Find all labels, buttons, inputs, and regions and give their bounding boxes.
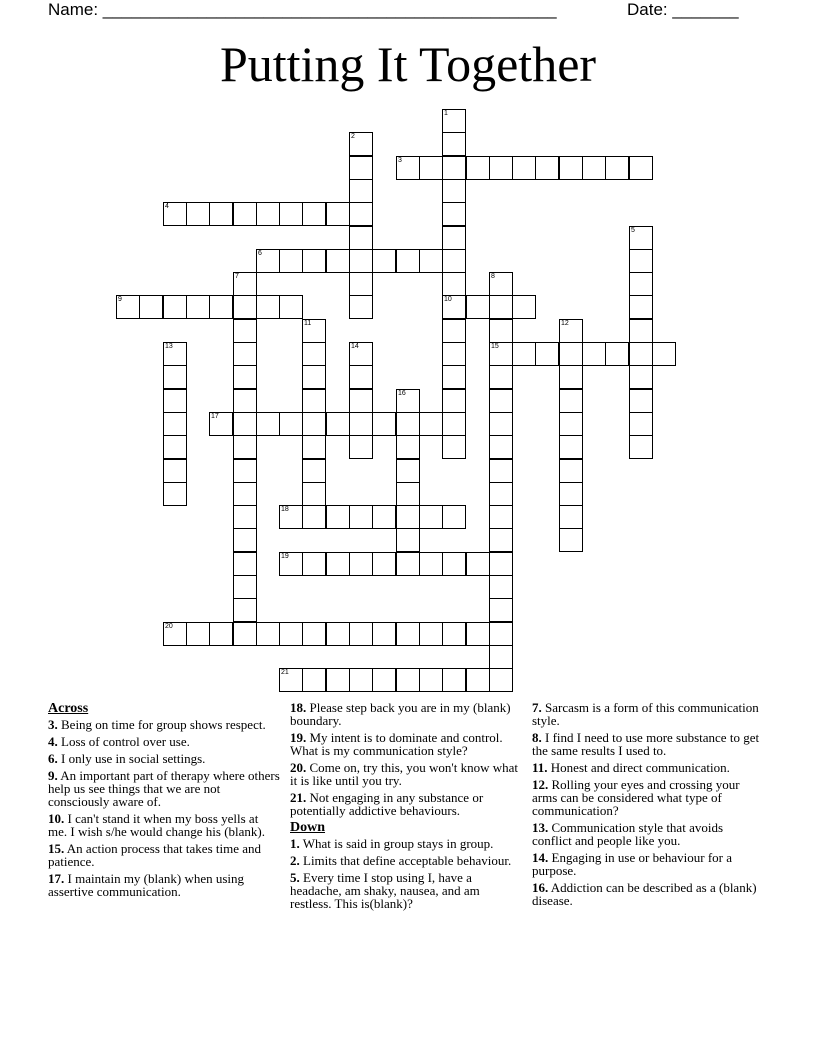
grid-cell[interactable] <box>163 365 187 389</box>
grid-cell[interactable] <box>256 295 280 319</box>
down-clue <box>532 701 764 727</box>
across-clue <box>48 872 280 898</box>
grid-cell[interactable] <box>629 295 653 319</box>
grid-cell[interactable] <box>419 412 443 436</box>
grid-cell[interactable] <box>233 552 257 576</box>
grid-cell[interactable] <box>326 668 350 692</box>
grid-cell[interactable] <box>349 668 373 692</box>
grid-cell[interactable] <box>489 645 513 669</box>
grid-cell[interactable] <box>279 622 303 646</box>
grid-cell[interactable] <box>302 389 326 413</box>
clue-num: 1. <box>290 836 300 851</box>
grid-cell[interactable] <box>419 505 443 529</box>
grid-cell[interactable] <box>442 295 466 319</box>
grid-cell[interactable] <box>256 622 280 646</box>
grid-cell[interactable] <box>326 622 350 646</box>
grid-cell[interactable] <box>256 249 280 273</box>
grid-cell[interactable] <box>466 552 490 576</box>
across-clue <box>48 718 280 731</box>
grid-cell[interactable] <box>489 272 513 296</box>
grid-cell[interactable] <box>396 412 420 436</box>
grid-cell[interactable] <box>512 156 536 180</box>
grid-cell[interactable] <box>209 412 233 436</box>
name-field[interactable]: Name: ________________________________________________ <box>48 0 557 19</box>
grid-cell[interactable] <box>372 412 396 436</box>
grid-cell[interactable] <box>489 412 513 436</box>
clue-num: 11. <box>532 760 548 775</box>
grid-cell[interactable] <box>559 319 583 343</box>
clue-number: 2 <box>351 133 355 140</box>
down-clue <box>290 854 522 867</box>
grid-cell[interactable] <box>489 482 513 506</box>
clue-num: 7. <box>532 700 542 715</box>
clue-number: 4 <box>165 203 169 210</box>
clue-number: 10 <box>444 296 452 303</box>
clue-text: I find I need to use more substance to get the same results I used to. <box>532 730 760 758</box>
clue-num: 5. <box>290 870 300 885</box>
clue-number: 11 <box>304 320 312 327</box>
grid-cell[interactable] <box>302 622 326 646</box>
across-clue <box>48 842 280 868</box>
grid-cell[interactable] <box>349 226 373 250</box>
clue-text: Every time I stop using I, have a headache, am shaky, nausea, and am restless. This is(blank)? <box>290 870 480 911</box>
grid-cell[interactable] <box>209 622 233 646</box>
grid-cell[interactable] <box>326 249 350 273</box>
grid-cell[interactable] <box>349 505 373 529</box>
grid-cell[interactable] <box>559 528 583 552</box>
grid-cell[interactable] <box>209 295 233 319</box>
grid-cell[interactable] <box>349 156 373 180</box>
down-clue <box>532 731 764 757</box>
grid-cell[interactable] <box>489 389 513 413</box>
grid-cell[interactable] <box>233 528 257 552</box>
grid-cell[interactable] <box>233 202 257 226</box>
grid-cell[interactable] <box>396 435 420 459</box>
grid-cell[interactable] <box>396 459 420 483</box>
grid-cell[interactable] <box>349 179 373 203</box>
grid-cell[interactable] <box>419 156 443 180</box>
grid-cell[interactable] <box>163 342 187 366</box>
grid-cell[interactable] <box>442 156 466 180</box>
clue-column-1 <box>48 701 280 902</box>
clue-text: Honest and direct communication. <box>547 760 730 775</box>
grid-cell[interactable] <box>442 226 466 250</box>
grid-cell[interactable] <box>466 622 490 646</box>
grid-cell[interactable] <box>302 552 326 576</box>
grid-cell[interactable] <box>442 552 466 576</box>
grid-cell[interactable] <box>233 505 257 529</box>
grid-cell[interactable] <box>629 272 653 296</box>
grid-cell[interactable] <box>302 319 326 343</box>
grid-cell[interactable] <box>233 575 257 599</box>
clue-text: Not engaging in any substance or potentially addictive behaviours. <box>290 790 484 818</box>
grid-cell[interactable] <box>489 505 513 529</box>
down-clue <box>290 837 522 850</box>
grid-cell[interactable] <box>163 295 187 319</box>
grid-cell[interactable] <box>372 668 396 692</box>
grid-cell[interactable] <box>512 342 536 366</box>
clue-number: 6 <box>258 250 262 257</box>
page-title: Putting It Together <box>219 36 597 92</box>
grid-cell[interactable] <box>209 202 233 226</box>
clue-text: Limits that define acceptable behaviour. <box>299 853 512 868</box>
grid-cell[interactable] <box>349 249 373 273</box>
clue-text: Sarcasm is a form of this communication style. <box>532 700 759 728</box>
grid-cell[interactable] <box>302 412 326 436</box>
clue-number: 9 <box>118 296 122 303</box>
down-clue <box>532 821 764 847</box>
grid-cell[interactable] <box>233 598 257 622</box>
grid-cell[interactable] <box>489 528 513 552</box>
grid-cell[interactable] <box>163 389 187 413</box>
grid-cell[interactable] <box>559 505 583 529</box>
grid-cell[interactable] <box>466 156 490 180</box>
grid-cell[interactable] <box>582 342 606 366</box>
grid-cell[interactable] <box>302 459 326 483</box>
grid-cell[interactable] <box>629 342 653 366</box>
grid-cell[interactable] <box>349 412 373 436</box>
grid-cell[interactable] <box>372 622 396 646</box>
grid-cell[interactable] <box>559 435 583 459</box>
clue-text: My intent is to dominate and control. What is my communication style? <box>290 730 503 758</box>
clue-text: I maintain my (blank) when using assertive communication. <box>48 871 245 899</box>
grid-cell[interactable] <box>559 389 583 413</box>
clue-number: 14 <box>351 343 359 350</box>
grid-cell[interactable] <box>279 505 303 529</box>
clue-column-2 <box>290 701 522 914</box>
grid-cell[interactable] <box>233 412 257 436</box>
clue-number: 20 <box>165 623 173 630</box>
grid-cell[interactable] <box>279 668 303 692</box>
grid-cell[interactable] <box>372 552 396 576</box>
grid-cell[interactable] <box>442 668 466 692</box>
grid-cell[interactable] <box>489 156 513 180</box>
grid-cell[interactable] <box>349 342 373 366</box>
grid-cell[interactable] <box>629 226 653 250</box>
clue-number: 13 <box>165 343 173 350</box>
grid-cell[interactable] <box>326 202 350 226</box>
grid-cell[interactable] <box>489 342 513 366</box>
grid-cell[interactable] <box>349 389 373 413</box>
grid-cell[interactable] <box>442 249 466 273</box>
grid-cell[interactable] <box>256 412 280 436</box>
down-clue <box>290 871 522 910</box>
grid-cell[interactable] <box>163 482 187 506</box>
clue-num: 16. <box>532 880 549 895</box>
grid-cell[interactable] <box>163 435 187 459</box>
grid-cell[interactable] <box>302 505 326 529</box>
grid-cell[interactable] <box>396 389 420 413</box>
grid-cell[interactable] <box>186 202 210 226</box>
grid-cell[interactable] <box>302 365 326 389</box>
grid-cell[interactable] <box>442 412 466 436</box>
grid-cell[interactable] <box>279 202 303 226</box>
grid-cell[interactable] <box>279 552 303 576</box>
grid-cell[interactable] <box>302 435 326 459</box>
grid-cell[interactable] <box>279 412 303 436</box>
clue-number: 18 <box>281 506 289 513</box>
grid-cell[interactable] <box>233 389 257 413</box>
across-clue <box>290 761 522 787</box>
clue-num: 19. <box>290 730 307 745</box>
clue-number: 12 <box>561 320 569 327</box>
grid-cell[interactable] <box>233 459 257 483</box>
clue-text: Rolling your eyes and crossing your arms can be considered what type of communication? <box>532 777 740 818</box>
clue-text: I only use in social settings. <box>57 751 206 766</box>
grid-cell[interactable] <box>349 552 373 576</box>
grid-cell[interactable] <box>233 482 257 506</box>
grid-cell[interactable] <box>559 365 583 389</box>
clue-number: 16 <box>398 390 406 397</box>
clue-num: 17. <box>48 871 65 886</box>
clue-number: 3 <box>398 157 402 164</box>
grid-cell[interactable] <box>489 575 513 599</box>
clue-num: 4. <box>48 734 58 749</box>
clue-text: What is said in group stays in group. <box>299 836 494 851</box>
grid-cell[interactable] <box>535 342 559 366</box>
grid-cell[interactable] <box>559 156 583 180</box>
grid-cell[interactable] <box>256 202 280 226</box>
grid-cell[interactable] <box>396 482 420 506</box>
grid-cell[interactable] <box>163 202 187 226</box>
grid-cell[interactable] <box>489 668 513 692</box>
grid-cell[interactable] <box>349 202 373 226</box>
grid-cell[interactable] <box>233 295 257 319</box>
clue-text: Addiction can be described as a (blank) disease. <box>532 880 757 908</box>
clue-num: 9. <box>48 768 58 783</box>
grid-cell[interactable] <box>396 622 420 646</box>
clue-number: 7 <box>235 273 239 280</box>
grid-cell[interactable] <box>163 459 187 483</box>
grid-cell[interactable] <box>326 412 350 436</box>
clue-text: Communication style that avoids conflict and people like you. <box>532 820 724 848</box>
grid-cell[interactable] <box>139 295 163 319</box>
date-field[interactable]: Date: _______ <box>627 0 739 19</box>
grid-cell[interactable] <box>419 668 443 692</box>
grid-cell[interactable] <box>582 156 606 180</box>
grid-cell[interactable] <box>489 622 513 646</box>
down-clue <box>532 851 764 877</box>
grid-cell[interactable] <box>279 249 303 273</box>
clue-text: Engaging in use or behaviour for a purpose. <box>532 850 733 878</box>
across-heading: Across <box>48 701 89 716</box>
clue-number: 1 <box>444 110 448 117</box>
down-clue <box>532 881 764 907</box>
grid-cell[interactable] <box>442 622 466 646</box>
clue-num: 3. <box>48 717 58 732</box>
grid-cell[interactable] <box>559 412 583 436</box>
grid-cell[interactable] <box>233 342 257 366</box>
grid-cell[interactable] <box>372 505 396 529</box>
grid-cell[interactable] <box>442 109 466 133</box>
clue-text: An important part of therapy where others help us see things that we are not consciously aware of. <box>48 768 280 809</box>
across-clue <box>290 731 522 757</box>
grid-cell[interactable] <box>233 435 257 459</box>
grid-cell[interactable] <box>442 202 466 226</box>
across-clue <box>290 701 522 727</box>
across-clue <box>290 791 522 817</box>
grid-cell[interactable] <box>442 319 466 343</box>
grid-cell[interactable] <box>442 179 466 203</box>
clue-num: 15. <box>48 841 65 856</box>
clue-num: 8. <box>532 730 542 745</box>
grid-cell[interactable] <box>559 342 583 366</box>
grid-cell[interactable] <box>302 202 326 226</box>
clue-number: 15 <box>491 343 499 350</box>
grid-cell[interactable] <box>302 668 326 692</box>
grid-cell[interactable] <box>396 552 420 576</box>
grid-cell[interactable] <box>349 132 373 156</box>
grid-cell[interactable] <box>163 622 187 646</box>
grid-cell[interactable] <box>233 622 257 646</box>
down-clue <box>532 761 764 774</box>
down-clue <box>532 778 764 817</box>
grid-cell[interactable] <box>372 249 396 273</box>
grid-cell[interactable] <box>396 505 420 529</box>
clue-number: 8 <box>491 273 495 280</box>
grid-cell[interactable] <box>629 365 653 389</box>
grid-cell[interactable] <box>466 668 490 692</box>
grid-cell[interactable] <box>605 342 629 366</box>
clue-number: 19 <box>281 553 289 560</box>
grid-cell[interactable] <box>442 272 466 296</box>
clue-number: 5 <box>631 227 635 234</box>
across-clue <box>48 769 280 808</box>
grid-cell[interactable] <box>442 505 466 529</box>
grid-cell[interactable] <box>559 482 583 506</box>
grid-cell[interactable] <box>512 295 536 319</box>
clue-num: 21. <box>290 790 307 805</box>
clue-text: Being on time for group shows respect. <box>57 717 266 732</box>
clue-text: Loss of control over use. <box>57 734 190 749</box>
grid-cell[interactable] <box>396 668 420 692</box>
clue-column-3 <box>532 701 764 911</box>
grid-cell[interactable] <box>396 528 420 552</box>
grid-cell[interactable] <box>279 295 303 319</box>
grid-cell[interactable] <box>349 435 373 459</box>
clue-num: 13. <box>532 820 549 835</box>
grid-cell[interactable] <box>163 412 187 436</box>
clue-num: 2. <box>290 853 300 868</box>
grid-cell[interactable] <box>489 598 513 622</box>
clue-number: 17 <box>211 413 219 420</box>
grid-cell[interactable] <box>326 505 350 529</box>
across-clue <box>48 735 280 748</box>
clue-num: 14. <box>532 850 549 865</box>
clue-num: 20. <box>290 760 307 775</box>
clue-num: 6. <box>48 751 58 766</box>
clue-num: 12. <box>532 777 549 792</box>
across-clue <box>48 812 280 838</box>
grid-cell[interactable] <box>419 249 443 273</box>
grid-cell[interactable] <box>629 249 653 273</box>
clue-num: 18. <box>290 700 307 715</box>
grid-cell[interactable] <box>396 249 420 273</box>
grid-cell[interactable] <box>302 482 326 506</box>
clue-text: I can't stand it when my boss yells at me. I wish s/he would change his (blank). <box>48 811 265 839</box>
grid-cell[interactable] <box>605 156 629 180</box>
grid-cell[interactable] <box>489 552 513 576</box>
grid-cell[interactable] <box>349 622 373 646</box>
grid-cell[interactable] <box>302 249 326 273</box>
grid-cell[interactable] <box>489 435 513 459</box>
clue-num: 10. <box>48 811 65 826</box>
grid-cell[interactable] <box>419 552 443 576</box>
grid-cell[interactable] <box>326 552 350 576</box>
grid-cell[interactable] <box>186 295 210 319</box>
grid-cell[interactable] <box>489 459 513 483</box>
clue-text: An action process that takes time and patience. <box>48 841 262 869</box>
grid-cell[interactable] <box>302 342 326 366</box>
grid-cell[interactable] <box>442 389 466 413</box>
grid-cell[interactable] <box>629 156 653 180</box>
clue-number: 21 <box>281 669 289 676</box>
grid-cell[interactable] <box>233 365 257 389</box>
grid-cell[interactable] <box>629 435 653 459</box>
grid-cell[interactable] <box>186 622 210 646</box>
grid-cell[interactable] <box>442 342 466 366</box>
grid-cell[interactable] <box>466 295 490 319</box>
grid-cell[interactable] <box>349 295 373 319</box>
clue-text: Come on, try this, you won't know what it is like until you try. <box>290 760 519 788</box>
grid-cell[interactable] <box>629 389 653 413</box>
grid-cell[interactable] <box>559 459 583 483</box>
grid-cell[interactable] <box>396 156 420 180</box>
grid-cell[interactable] <box>419 622 443 646</box>
grid-cell[interactable] <box>652 342 676 366</box>
grid-cell[interactable] <box>489 319 513 343</box>
clue-text: Please step back you are in my (blank) boundary. <box>290 700 511 728</box>
grid-cell[interactable] <box>442 365 466 389</box>
grid-cell[interactable] <box>535 156 559 180</box>
down-heading: Down <box>290 820 326 835</box>
grid-cell[interactable] <box>349 272 373 296</box>
grid-cell[interactable] <box>349 365 373 389</box>
grid-cell[interactable] <box>629 412 653 436</box>
grid-cell[interactable] <box>489 365 513 389</box>
grid-cell[interactable] <box>116 295 140 319</box>
grid-cell[interactable] <box>489 295 513 319</box>
across-clue <box>48 752 280 765</box>
grid-cell[interactable] <box>233 319 257 343</box>
grid-cell[interactable] <box>233 272 257 296</box>
grid-cell[interactable] <box>442 435 466 459</box>
grid-cell[interactable] <box>442 132 466 156</box>
grid-cell[interactable] <box>629 319 653 343</box>
